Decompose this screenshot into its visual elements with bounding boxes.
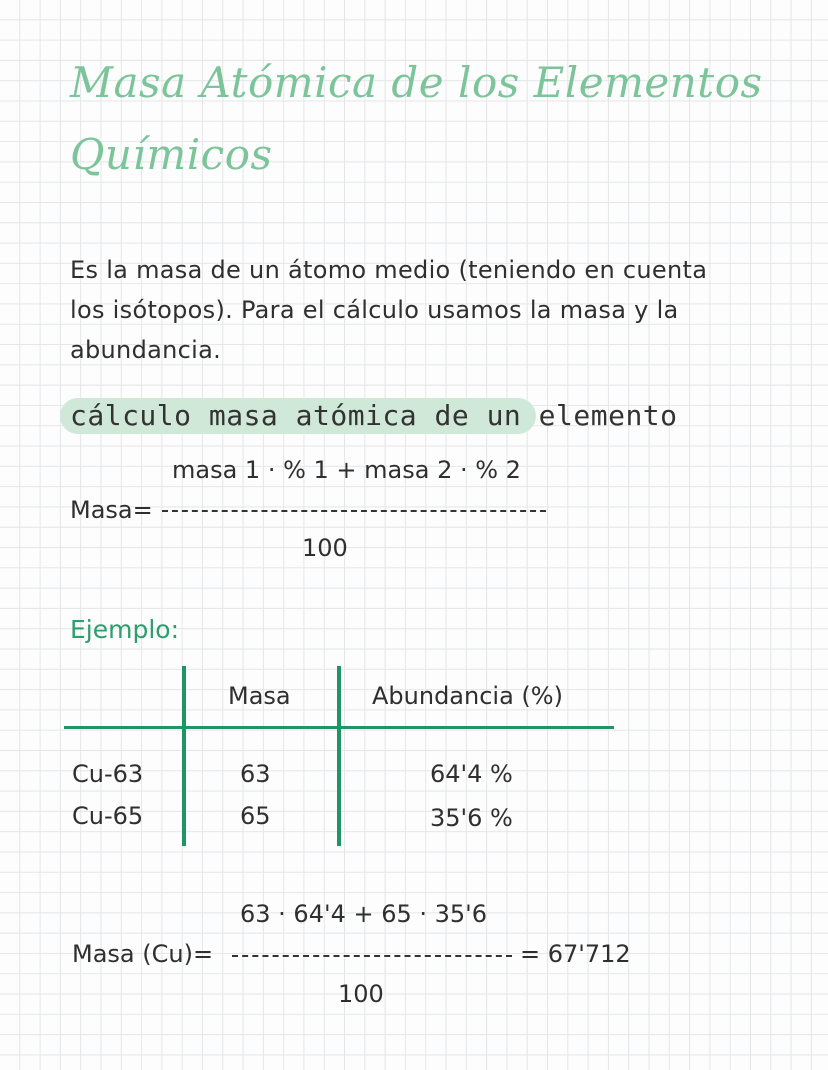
section-subheading: cálculo masa atómica de un elemento [70,399,678,432]
table-cell-abundance: 35'6 % [430,804,513,832]
formula-label: Masa= [70,496,153,524]
calc-label: Masa (Cu)= [72,940,214,968]
table-cell-mass: 65 [240,802,271,830]
intro-line-2: los isótopos). Para el cálculo usamos la masa y la [70,296,679,324]
calc-numerator: 63 · 64'4 + 65 · 35'6 [240,900,488,928]
formula-denominator: 100 [302,534,348,562]
table-header-mass: Masa [228,682,291,710]
calc-result: = 67'712 [520,940,631,968]
formula-numerator: masa 1 · % 1 + masa 2 · % 2 [172,456,521,484]
intro-line-1: Es la masa de un átomo medio (teniendo en cuenta [70,256,708,284]
formula-fraction-bar [162,510,546,512]
table-cell-abundance: 64'4 % [430,760,513,788]
table-cell-mass: 63 [240,760,271,788]
table-header-abundance: Abundancia (%) [372,682,563,710]
page-title-line-1: Masa Atómica de los Elementos [70,58,763,107]
table-cell-isotope: Cu-63 [72,760,144,788]
calc-denominator: 100 [338,980,384,1008]
table-vertical-line-1 [182,666,186,846]
intro-line-3: abundancia. [70,336,222,364]
table-cell-isotope: Cu-65 [72,802,144,830]
page-title-line-2: Químicos [70,130,273,179]
table-horizontal-line [64,726,614,729]
table-vertical-line-2 [337,666,341,846]
calc-fraction-bar [232,955,512,957]
example-label: Ejemplo: [70,615,180,644]
